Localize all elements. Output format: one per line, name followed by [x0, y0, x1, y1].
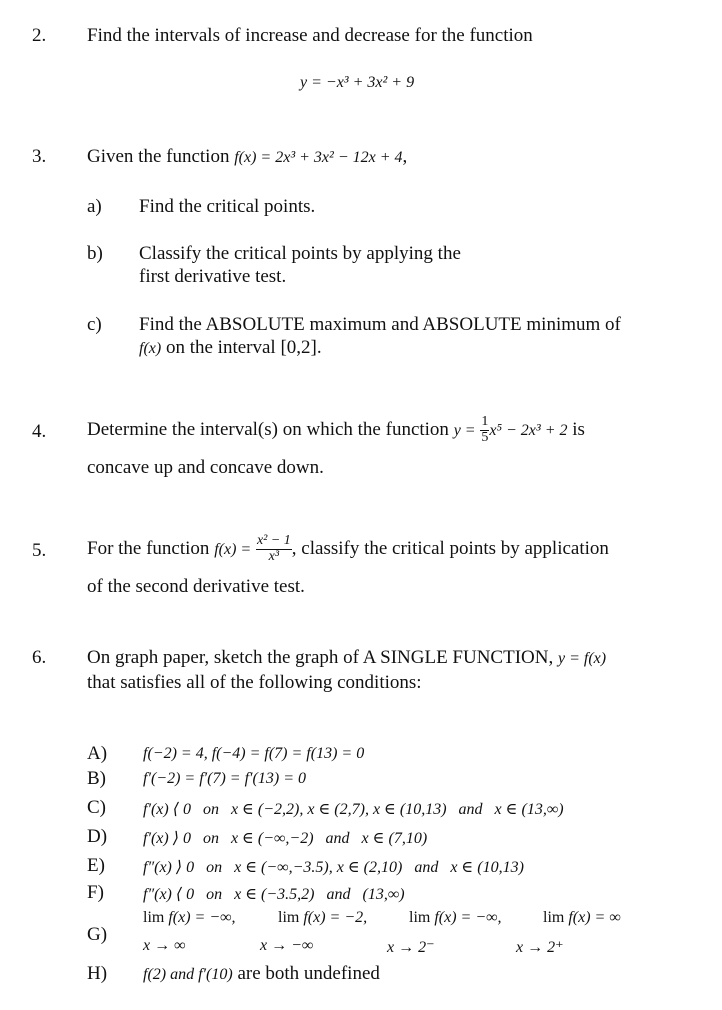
condition-b-text: f′(−2) = f′(7) = f′(13) = 0: [143, 770, 306, 787]
limit-2-lim: lim: [278, 909, 300, 926]
limit-3: [409, 909, 502, 927]
limit-1-expr: f(x) = −∞,: [168, 909, 236, 926]
limit-2-sub: x → −∞: [260, 937, 314, 954]
problem-6-text: On graph paper, sketch the graph of A SINGLE FUNCTION,: [87, 647, 554, 668]
condition-h-math: f(2) and f′(10): [143, 966, 233, 983]
part-c-line2: [139, 337, 322, 359]
problem-2-equation: y = −x³ + 3x² + 9: [300, 74, 415, 91]
condition-label-e: E): [87, 855, 105, 876]
part-label-b: b): [87, 243, 103, 264]
condition-e-text: f″(x) ⟩ 0 on x ∈ (−∞,−3.5), x ∈ (2,10) and x ∈ (10,13): [143, 859, 524, 876]
problem-4-lhs: y =: [453, 422, 476, 439]
problem-3-text: Given the function: [87, 146, 230, 167]
problem-5-statement: [87, 529, 609, 570]
problem-4-text: Determine the interval(s) on which the function: [87, 419, 449, 440]
condition-label-g: G): [87, 924, 108, 945]
problem-3-number: 3.: [32, 146, 47, 167]
limit-4-sub: x → 2⁺: [516, 939, 564, 956]
condition-d-text: f′(x) ⟩ 0 on x ∈ (−∞,−2) and x ∈ (7,10): [143, 830, 428, 847]
fraction-numerator: x² − 1: [256, 533, 291, 549]
problem-5-text: For the function: [87, 538, 210, 559]
problem-6-number: 6.: [32, 647, 47, 668]
condition-label-f: F): [87, 882, 104, 903]
problem-4-rest: x⁵ − 2x³ + 2: [489, 422, 568, 439]
limit-4-lim: lim: [543, 909, 565, 926]
limit-3-lim: lim: [409, 909, 431, 926]
fraction-denominator: 5: [481, 430, 489, 446]
problem-5-number: 5.: [32, 540, 47, 561]
part-label-c: c): [87, 314, 102, 335]
problem-4-number: 4.: [32, 421, 47, 442]
limit-1-lim: lim: [143, 909, 165, 926]
part-c-math: f(x): [139, 340, 162, 357]
condition-label-a: A): [87, 743, 108, 764]
condition-a-text: f(−2) = 4, f(−4) = f(7) = f(13) = 0: [143, 745, 365, 762]
problem-6-math: y = f(x): [557, 650, 607, 667]
problem-3-function: f(x) = 2x³ + 3x² − 12x + 4: [234, 149, 403, 166]
problem-4-is: is: [572, 419, 585, 440]
limit-2: [278, 909, 367, 927]
condition-label-c: C): [87, 797, 106, 818]
problem-5-fraction: [256, 534, 292, 564]
part-c-text: on the interval [0,2].: [165, 337, 322, 358]
part-c-line1: Find the ABSOLUTE maximum and ABSOLUTE minimum of: [139, 314, 621, 335]
limit-2-expr: f(x) = −2,: [303, 909, 368, 926]
problem-4-fraction: [480, 415, 489, 445]
condition-label-b: B): [87, 768, 106, 789]
problem-5-text-after: , classify the critical points by application: [291, 538, 609, 559]
part-b-line1: Classify the critical points by applying the: [139, 243, 461, 264]
problem-6-line2: that satisfies all of the following conditions:: [87, 672, 422, 693]
condition-h-text: are both undefined: [237, 963, 380, 984]
limit-3-sub: x → 2⁻: [387, 939, 435, 956]
problem-3-comma: ,: [402, 146, 408, 167]
problem-6-line1: [87, 647, 606, 669]
limit-1-sub: x → ∞: [143, 937, 186, 954]
fraction-numerator: 1: [481, 414, 489, 430]
part-b-line2: first derivative test.: [139, 266, 287, 287]
condition-label-d: D): [87, 826, 108, 847]
part-a-text: Find the critical points.: [139, 196, 316, 217]
part-label-a: a): [87, 196, 102, 217]
problem-4-line2: concave up and concave down.: [87, 457, 324, 478]
limit-1: [143, 909, 236, 927]
condition-f-text: f″(x) ⟨ 0 on x ∈ (−3.5,2) and (13,∞): [143, 886, 405, 903]
problem-5-lhs: f(x) =: [214, 541, 252, 558]
problem-2-number: 2.: [32, 25, 47, 46]
condition-c-text: f′(x) ⟨ 0 on x ∈ (−2,2), x ∈ (2,7), x ∈ (10,13) and x ∈ (13,∞): [143, 801, 564, 818]
limit-3-expr: f(x) = −∞,: [434, 909, 502, 926]
condition-label-h: H): [87, 963, 108, 984]
fraction-denominator: x³: [268, 549, 280, 565]
problem-3-statement: [87, 146, 407, 168]
limit-4-expr: f(x) = ∞: [568, 909, 621, 926]
problem-2-text: Find the intervals of increase and decrease for the function: [87, 25, 533, 46]
condition-h-line: [143, 963, 380, 985]
problem-5-line2: of the second derivative test.: [87, 576, 305, 597]
problem-4-statement: [87, 410, 585, 451]
limit-4: [543, 909, 621, 927]
